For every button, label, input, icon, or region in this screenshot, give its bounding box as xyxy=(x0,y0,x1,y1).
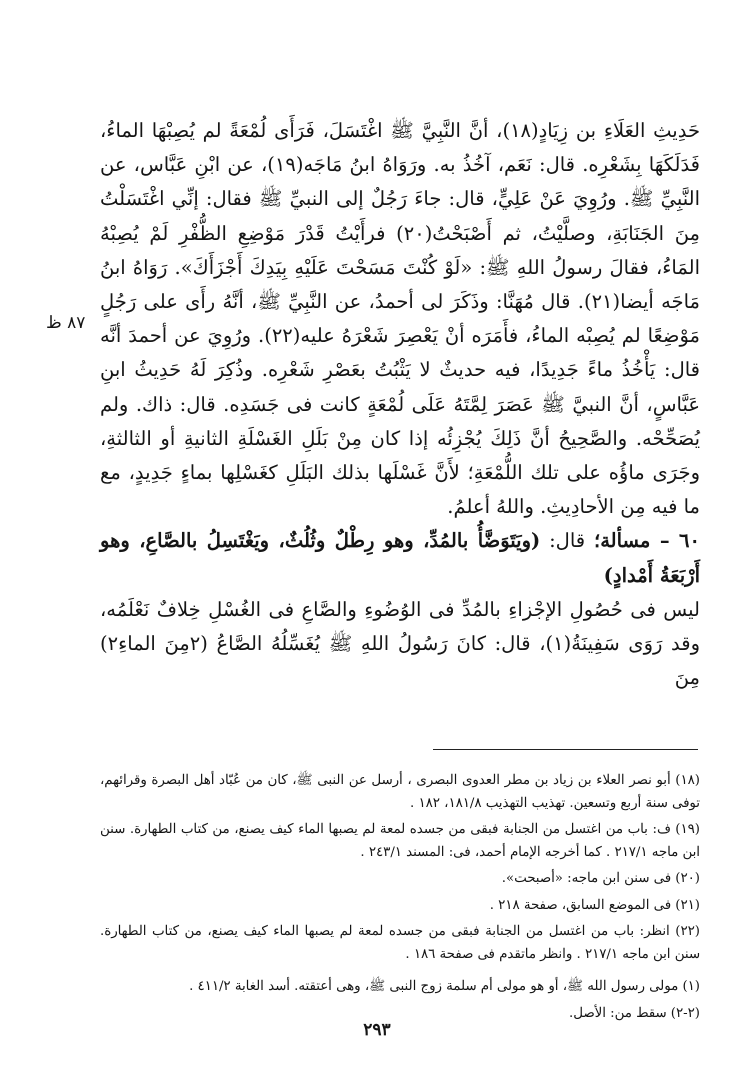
footnote-1: (١) مولى رسول الله ﷺ، أو هو مولى أم سلمة زوج النبى ﷺ، وهى أعتقته. أسد الغابة ٤١١/٢ . xyxy=(189,979,700,994)
footnote-divider xyxy=(433,749,698,750)
body-paragraph-after-heading: ليس فى حُصُولِ الإجْزاءِ بالمُدِّ فى الوُضُوءِ والصَّاعِ فى الغُسْلِ خِلافٌ نَعْلَمُه، وقد رَوَى سَفِينَةُ(١)، قال: كانَ رَسُولُ اللهِ ﷺ يُغَسِّلُهُ الصَّاعُ (٢مِنَ الماءِ٢) مِنَ xyxy=(100,597,701,690)
footnote-2-2: (٢-٢) سقط من: الأصل. xyxy=(569,1005,700,1021)
section-heading xyxy=(100,524,700,592)
page-number: ٢٩٣ xyxy=(363,1020,391,1040)
footnote-18: (١٨) أبو نصر العلاء بن زياد بن مطر العدوى البصرى ، أرسل عن النبى ﷺ، كان من عُبّاد أهل البصرة وقرائهم، توفى سنة أربع وتسعين. تهذيب التهذيب ١٨١/٨، ١٨٢ . xyxy=(100,773,700,811)
footnotes xyxy=(100,770,700,1029)
section-number: ٦٠ – مسألة؛ xyxy=(594,529,700,553)
footnote-21: (٢١) فى الموضع السابق، صفحة ٢١٨ . xyxy=(489,897,700,913)
body-paragraph: حَدِيثِ العَلَاءِ بن زِيَادٍ(١٨)، أنَّ النَّبِيَّ ﷺ اغْتَسَلَ، فَرَأَى لُمْعَةً لم يُصِبْهَا الماءُ، فَدَلَكَهَا بِشَعْرِه. قال: نَعَم، آخُذُ به. ورَوَاهُ ابنُ مَاجَه(١٩)، عن ابْنِ عَبَّاس، عن النَّبِيِّ ﷺ. ورُوِيَ عَنْ عَلِيٍّ، قال: جاءَ رَجُلٌ إلى النبيِّ ﷺ فقال: إنِّي اغْتَسَلْتُ مِنَ الجَنَابَةِ، وصلَّيْتُ، ثم أَصْبَحْتُ(٢٠) فرأَيْتُ قَدْرَ مَوْضِعِ الظُّفْرِ لَمْ يُصِبْهُ المَاءُ، فقالَ رسولُ اللهِ ﷺ: «لَوْ كُنْتَ مَسَحْتَ عَلَيْهِ بِيَدِكَ أَجْزَأَكَ». رَوَاهُ ابنُ مَاجَه أيضا(٢١). قال مُهَنَّا: وذَكَرَ لى أحمدُ، عن النَّبِيِّ ﷺ، أنَّهُ رأَى على رَجُلٍ مَوْضِعًا لم يُصِبْه الماءُ، فأَمَرَه أنْ يَعْصِرَ شَعْرَهُ عليه(٢٢). ورُوِيَ عن أحمدَ أنَّه قال: يَأْخُذُ ماءً جَدِيدًا، فيه حديثٌ لا يَثْبُتُ بعَصْرِ شَعْرِه. وذُكِرَ لَهُ حَدِيثُ ابنِ عَبَّاسٍ، أنَّ النبيَّ ﷺ عَصَرَ لِمَّتَهُ عَلَى لُمْعَةٍ كانت فى جَسَدِه. قال: ذاك. ولم يُصَحِّحْه. والصَّحِيحُ أنَّ ذَلِكَ يُجْزِئُه إذا كان مِنْ بَلَلِ الغَسْلَةِ الثانيةِ أو الثالثةِ، وجَرَى ماؤُه على تلك اللُّمْعَةِ؛ لأَنَّ غَسْلَها بذلك البَلَلِ كغَسْلِها بماءٍ جَدِيدٍ، مع ما فيه مِن الأحادِيثِ. واللهُ أعلمُ. xyxy=(100,119,700,519)
section-heading-text: (ويَتَوَضَّأُ بالمُدِّ، وهو رِطْلٌ وثُلُثٌ، ويَغْتَسِلُ بالصَّاعِ، وهو أَرْبَعَةُ أَمْدادٍ) xyxy=(100,529,700,587)
footnote-20: (٢٠) فى سنن ابن ماجه: «أصبحت». xyxy=(501,871,700,886)
footnote-19: (١٩) ف: باب من اغتسل من الجنابة فبقى من جسده لمعة لم يصبها الماء كيف يصنع، من كتاب الطهارة. سنن ابن ماجه ٢١٧/١ . كما أخرجه الإمام أحمد، فى: المسند ٢٤٣/١ . xyxy=(100,822,700,860)
footnote-22: (٢٢) انظر: باب من اغتسل من الجنابة فبقى من جسده لمعة لم يصبها الماء كيف يصنع، من كتاب الطهارة. سنن ابن ماجه ٢١٧/١ . وانظر ماتقدم فى صفحة ١٨٦ . xyxy=(100,924,700,962)
margin-folio-note: ٨٧ ظ xyxy=(46,313,86,333)
main-text xyxy=(100,114,700,695)
section-intro: قال: xyxy=(549,529,586,553)
